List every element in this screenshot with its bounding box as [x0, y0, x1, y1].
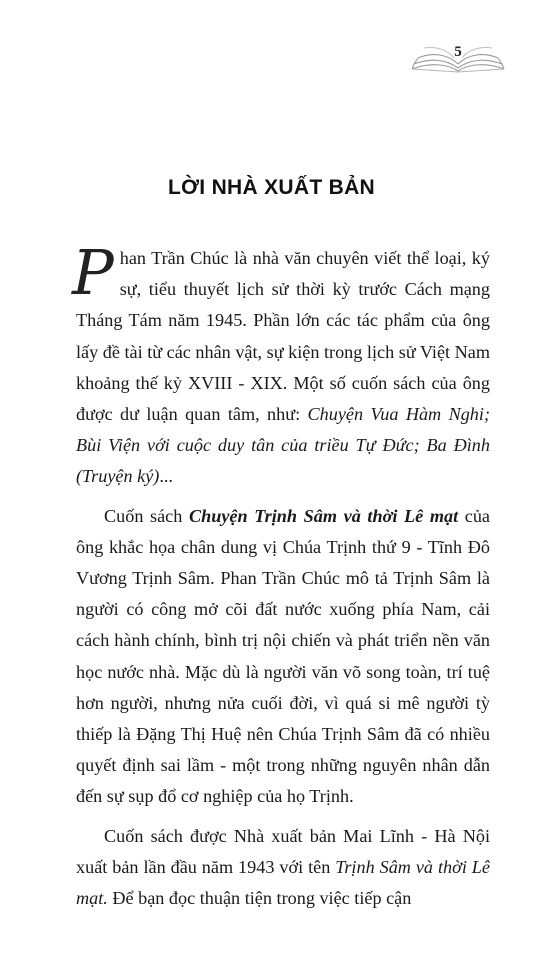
paragraph-3: [76, 821, 490, 915]
paragraph-3-original-title: Trịnh Sâm và thời Lê mạt.: [76, 856, 490, 909]
paragraph-2-lead: Cuốn sách: [104, 505, 189, 526]
paragraph-1-ellipsis: ...: [159, 466, 173, 487]
paragraph-2-book-title: Chuyện Trịnh Sâm và thời Lê mạt: [188, 505, 459, 526]
section-title: LỜI NHÀ XUẤT BẢN: [167, 176, 376, 199]
paragraph-1-text: han Trần Chúc là nhà văn chuyên viết thể loại, ký sự, tiểu thuyết lịch sử thời kỳ trước Cách mạng Tháng Tám năm 1945. Phần lớn các tác phẩm của ông lấy đề tài từ các nhân vật, sự kiện trong lịch sử Việt Nam khoảng thế kỷ XVIII - XIX. Một số cuốn sách của ông được dư luận quan tâm, như:: [76, 248, 491, 425]
paragraph-1-book-list: Chuyện Vua Hàm Nghi; Bùi Viện với cuộc duy tân của triều Tự Đức; Ba Đình (Truyện ký): [76, 404, 490, 487]
paragraph-3-text: Để bạn đọc thuận tiện trong việc tiếp cận: [107, 888, 412, 909]
paragraph-2-text: của ông khắc họa chân dung vị Chúa Trịnh thứ 9 - Tĩnh Đô Vương Trịnh Sâm. Phan Trần Chúc mô tả Trịnh Sâm là người có công mở cõi đất nước xuống phía Nam, cải cách hành chính, bình trị nội chiến và phát triển nền văn học nước nhà. Mặc dù là người văn võ song toàn, trí tuệ hơn người, nhưng nửa cuối đời, vì quá si mê người tỳ thiếp là Đặng Thị Huệ nên Chúa Trịnh Sâm đã có nhiều quyết định sai lầm - một trong những nguyên nhân dẫn đến sự sụp đổ cơ nghiệp của họ Trịnh.: [76, 505, 490, 807]
drop-cap: P: [72, 236, 114, 309]
body-text: [72, 236, 491, 922]
paragraph-2: [76, 501, 490, 813]
paragraph-3-lead: Cuốn sách được Nhà xuất bản Mai Lĩnh - Hà Nội xuất bản lần đầu năm 1943 với tên: [76, 825, 490, 877]
page-header: [410, 34, 506, 76]
paragraph-1: [72, 236, 491, 493]
page-number: 5: [454, 44, 462, 60]
